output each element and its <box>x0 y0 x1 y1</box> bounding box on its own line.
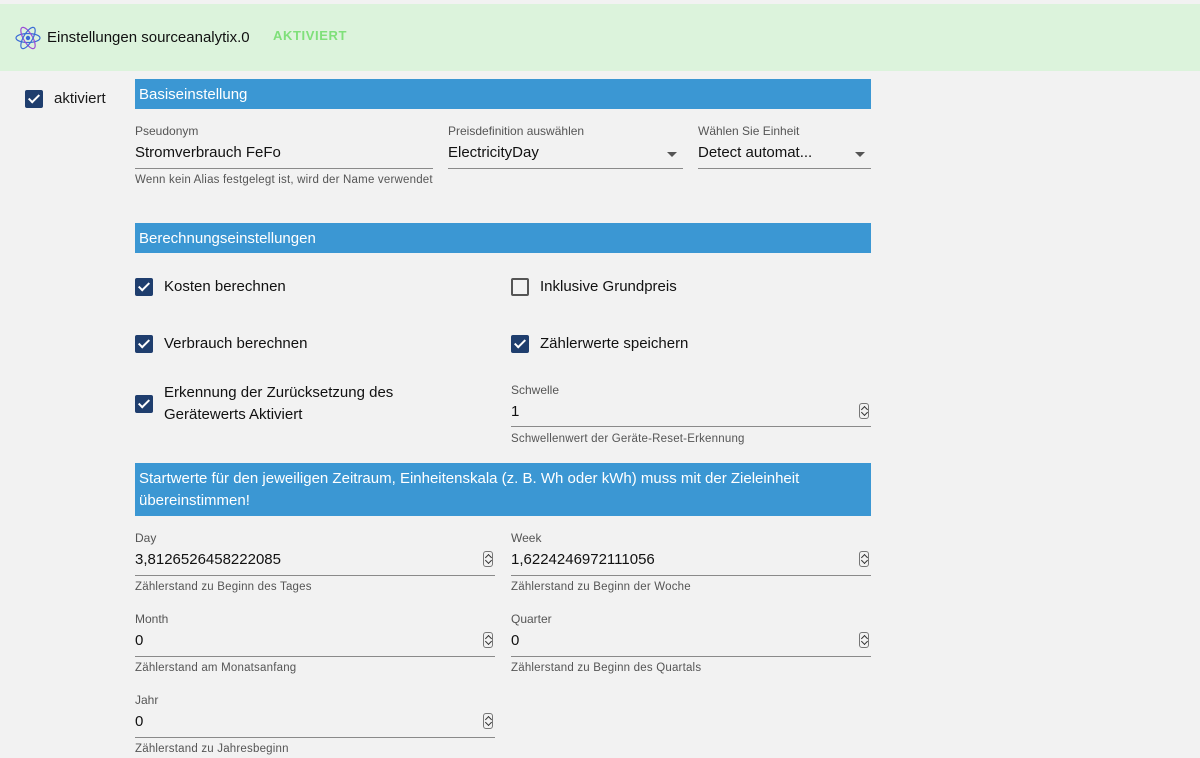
unit-select[interactable]: Detect automat... <box>698 144 813 161</box>
quarter-stepper-icon[interactable] <box>859 632 869 648</box>
month-label: Month <box>135 612 169 626</box>
alias-helper: Wenn kein Alias festgelegt ist, wird der Name verwendet <box>135 174 433 186</box>
unit-label: Wählen Sie Einheit <box>698 124 800 138</box>
meter-values-checkbox[interactable] <box>511 335 529 353</box>
reset-detection-label: Erkennung der Zurücksetzung des Gerätewerts Aktiviert <box>164 384 394 423</box>
atom-logo-icon <box>14 24 42 52</box>
day-label: Day <box>135 531 157 545</box>
costs-label: Kosten berechnen <box>164 278 286 295</box>
week-stepper-icon[interactable] <box>859 551 869 567</box>
chevron-down-icon[interactable] <box>855 152 865 157</box>
status-badge: AKTIVIERT <box>273 28 348 43</box>
day-stepper-icon[interactable] <box>483 551 493 567</box>
quarter-label: Quarter <box>511 612 552 626</box>
threshold-underline <box>511 426 871 427</box>
meter-values-label: Zählerwerte speichern <box>540 335 689 352</box>
consumption-checkbox[interactable] <box>135 335 153 353</box>
quarter-underline <box>511 656 871 657</box>
year-label: Jahr <box>135 693 159 707</box>
section-calculation-settings: Berechnungseinstellungen <box>135 223 871 253</box>
quarter-input[interactable]: 0 <box>511 632 520 649</box>
price-underline <box>448 168 683 169</box>
alias-input[interactable]: Stromverbrauch FeFo <box>135 144 281 161</box>
chevron-down-icon[interactable] <box>667 152 677 157</box>
reset-detection-checkbox[interactable] <box>135 395 153 413</box>
day-underline <box>135 575 495 576</box>
threshold-label: Schwelle <box>511 383 560 397</box>
month-input[interactable]: 0 <box>135 632 144 649</box>
base-price-checkbox[interactable] <box>511 278 529 296</box>
year-helper: Zählerstand zu Jahresbeginn <box>135 743 289 755</box>
costs-checkbox[interactable] <box>135 278 153 296</box>
week-label: Week <box>511 531 542 545</box>
day-input[interactable]: 3,8126526458222085 <box>135 551 281 568</box>
month-helper: Zählerstand am Monatsanfang <box>135 662 297 674</box>
year-stepper-icon[interactable] <box>483 713 493 729</box>
year-input[interactable]: 0 <box>135 713 144 730</box>
week-underline <box>511 575 871 576</box>
header-bar <box>0 4 1200 71</box>
base-price-label: Inklusive Grundpreis <box>540 278 677 295</box>
quarter-helper: Zählerstand zu Beginn des Quartals <box>511 662 702 674</box>
consumption-label: Verbrauch berechnen <box>164 335 308 352</box>
week-helper: Zählerstand zu Beginn der Woche <box>511 581 691 593</box>
enabled-label: aktiviert <box>54 90 106 107</box>
threshold-stepper-icon[interactable] <box>859 403 869 419</box>
section-basic-settings: Basiseinstellung <box>135 79 871 109</box>
threshold-helper: Schwellenwert der Geräte-Reset-Erkennung <box>511 433 745 445</box>
price-label: Preisdefinition auswählen <box>448 124 585 138</box>
alias-underline <box>135 168 433 169</box>
month-underline <box>135 656 495 657</box>
year-underline <box>135 737 495 738</box>
day-helper: Zählerstand zu Beginn des Tages <box>135 581 312 593</box>
month-stepper-icon[interactable] <box>483 632 493 648</box>
alias-label: Pseudonym <box>135 124 199 138</box>
week-input[interactable]: 1,6224246972111056 <box>511 551 655 568</box>
section-start-values: Startwerte für den jeweiligen Zeitraum, Einheitenskala (z. B. Wh oder kWh) muss mit der Zieleinheit übereinstimmen! <box>135 463 871 516</box>
unit-underline <box>698 168 871 169</box>
page-title: Einstellungen sourceanalytix.0 <box>47 29 250 46</box>
price-select[interactable]: ElectricityDay <box>448 144 539 161</box>
threshold-input[interactable]: 1 <box>511 403 520 420</box>
enabled-checkbox[interactable] <box>25 90 43 108</box>
